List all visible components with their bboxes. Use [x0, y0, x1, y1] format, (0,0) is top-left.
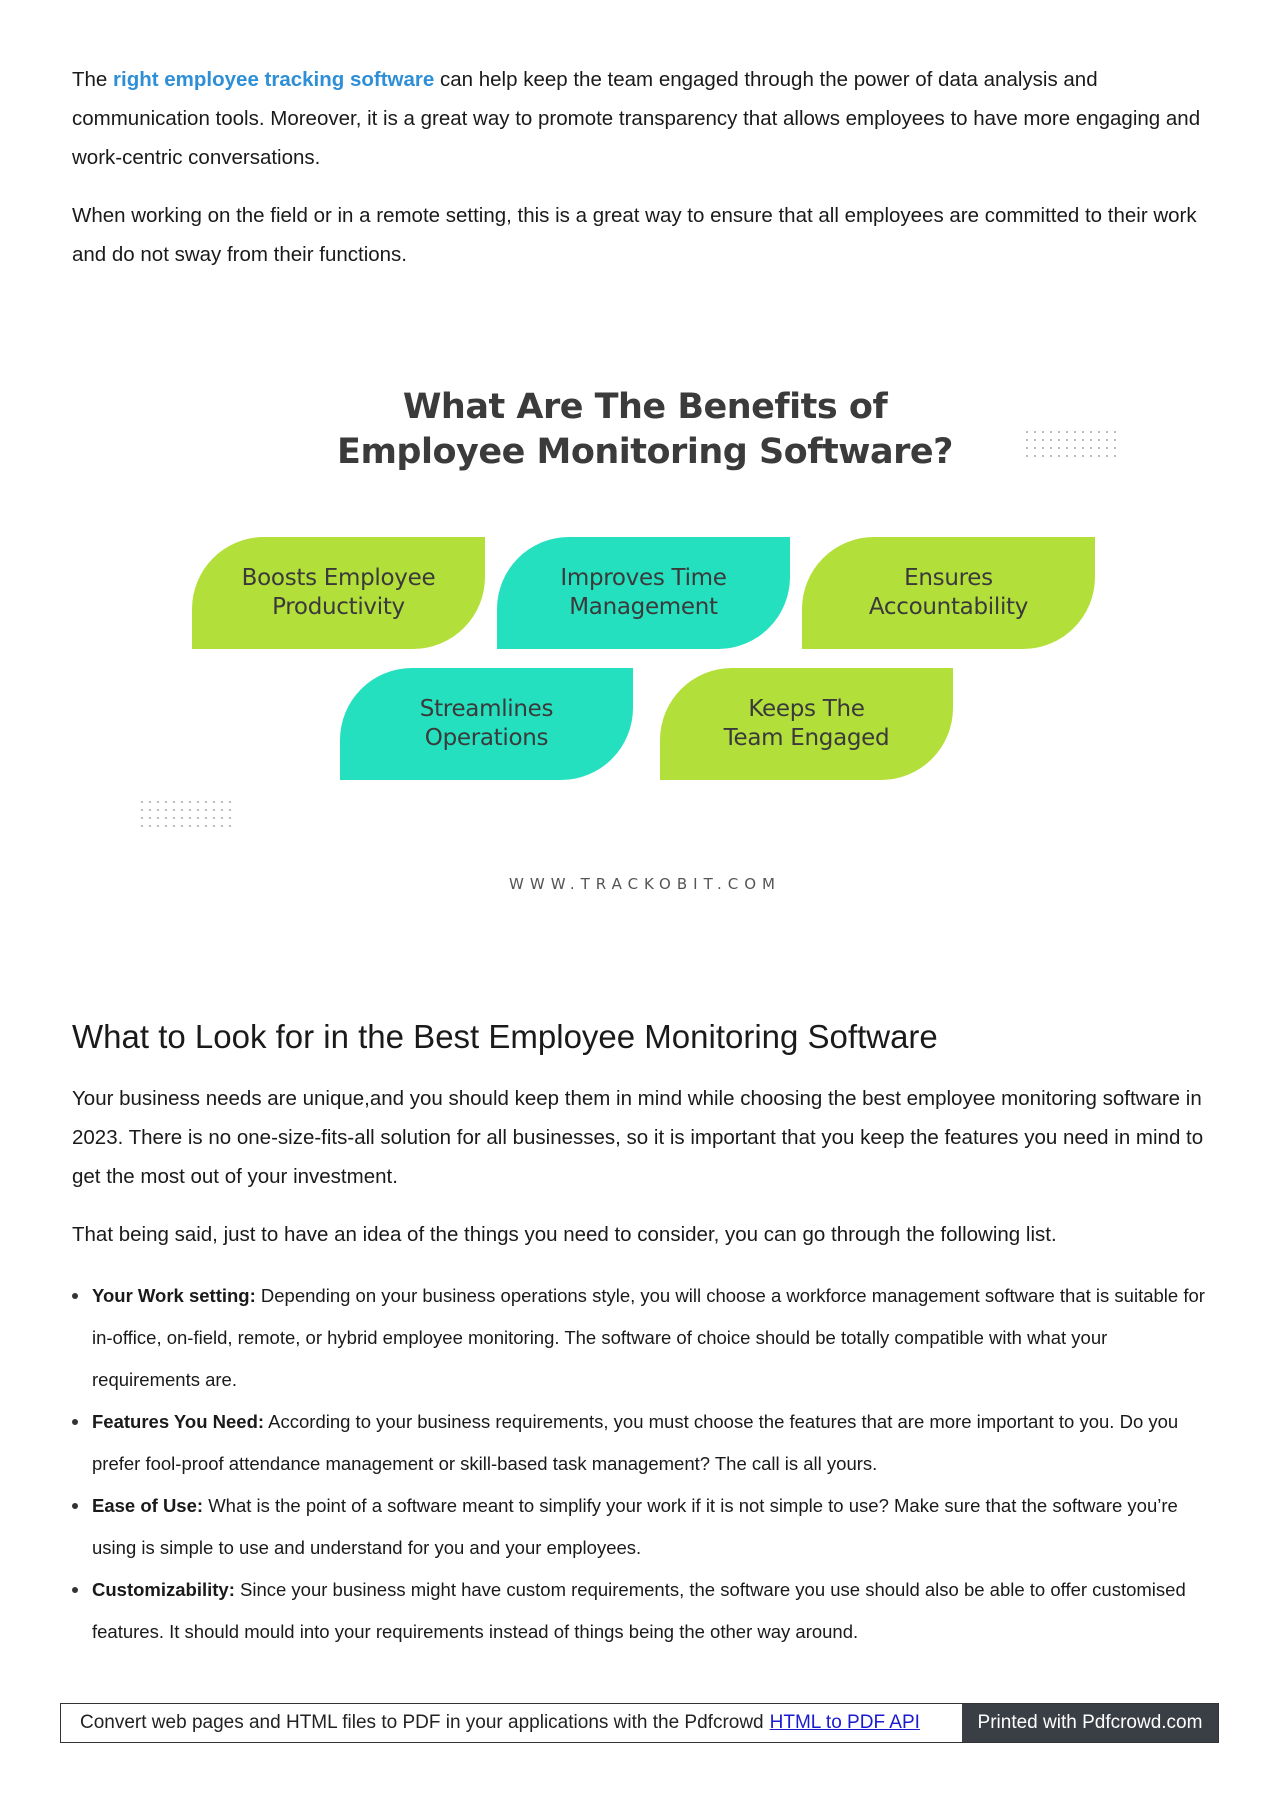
list-item-term: Ease of Use:: [92, 1495, 204, 1516]
dot-grid-decoration-top: [1025, 430, 1117, 462]
benefit-label: Streamlines Operations: [419, 696, 554, 751]
benefit-label: Keeps The Team Engaged: [723, 696, 890, 751]
benefit-card-time-management: [497, 537, 790, 649]
section-heading: What to Look for in the Best Employee Monitoring Software: [72, 1018, 938, 1055]
benefit-card-team-engaged: [660, 668, 953, 780]
pdfcrowd-footer: [60, 1703, 1219, 1743]
list-item-term: Features You Need:: [92, 1411, 265, 1432]
intro-text-prefix: The: [72, 68, 108, 91]
benefit-card-operations: [340, 668, 633, 780]
considerations-list: [72, 1275, 1212, 1653]
list-item-text: Depending on your business operations style, you will choose a workforce management software that is suitable for in-office, on-field, remote, or hybrid employee monitoring. The software of choice should be totally compatible with what your requirements are.: [92, 1285, 1205, 1390]
benefit-card-accountability: [802, 537, 1095, 649]
printed-with-pdfcrowd-link[interactable]: Printed with Pdfcrowd.com: [962, 1704, 1218, 1742]
infographic-title: What Are The Benefits of Employee Monitoring Software?: [337, 387, 953, 472]
footer-promo: [61, 1704, 962, 1742]
infographic-website: WWW.TRACKOBIT.COM: [509, 875, 781, 893]
employee-tracking-software-link[interactable]: right employee tracking software: [113, 68, 435, 91]
section-paragraph-1: Your business needs are unique,and you should keep them in mind while choosing the best employee monitoring software in 2023. There is no one-size-fits-all solution for all businesses, so it is important that you keep the features you need in mind to get the most out of your investment.: [72, 1087, 1204, 1188]
benefit-card-productivity: [192, 537, 485, 649]
list-item: [72, 1485, 1212, 1569]
benefit-label: Boosts Employee Productivity: [241, 565, 436, 620]
intro-paragraph-1: [72, 60, 1212, 177]
intro-paragraph-2: When working on the field or in a remote setting, this is a great way to ensure that all employees are committed to their work and do not sway from their functions.: [72, 204, 1197, 266]
list-item: [72, 1401, 1212, 1485]
benefits-infographic: [130, 375, 1160, 915]
html-to-pdf-api-link[interactable]: HTML to PDF API: [769, 1712, 920, 1733]
list-item-text: According to your business requirements, you must choose the features that are more important to you. Do you prefer fool-proof attendance management or skill-based task management? The call is all yours.: [92, 1411, 1179, 1474]
list-item: [72, 1569, 1212, 1653]
intro-text-suffix: can help keep the team engaged through the power of data analysis and communication tools. Moreover, it is a great way to promote transparency that allows employees to have more engaging and work-centric conversations.: [72, 68, 1201, 169]
list-item-term: Your Work setting:: [92, 1285, 256, 1306]
list-item-term: Customizability:: [92, 1579, 235, 1600]
benefit-label: Improves Time Management: [560, 565, 727, 620]
footer-promo-text: Convert web pages and HTML files to PDF in your applications with the Pdfcrowd: [80, 1712, 764, 1733]
list-item: [72, 1275, 1212, 1401]
dot-grid-decoration-bottom: [140, 800, 232, 832]
section-paragraph-2: That being said, just to have an idea of the things you need to consider, you can go through the following list.: [72, 1223, 1057, 1246]
list-item-text: Since your business might have custom requirements, the software you use should also be able to offer customised features. It should mould into your requirements instead of things being the other way around.: [92, 1579, 1186, 1642]
benefit-label: Ensures Accountability: [868, 565, 1029, 620]
list-item-text: What is the point of a software meant to simplify your work if it is not simple to use? Make sure that the software you’re using is simple to use and understand for you and your employees.: [92, 1495, 1178, 1558]
